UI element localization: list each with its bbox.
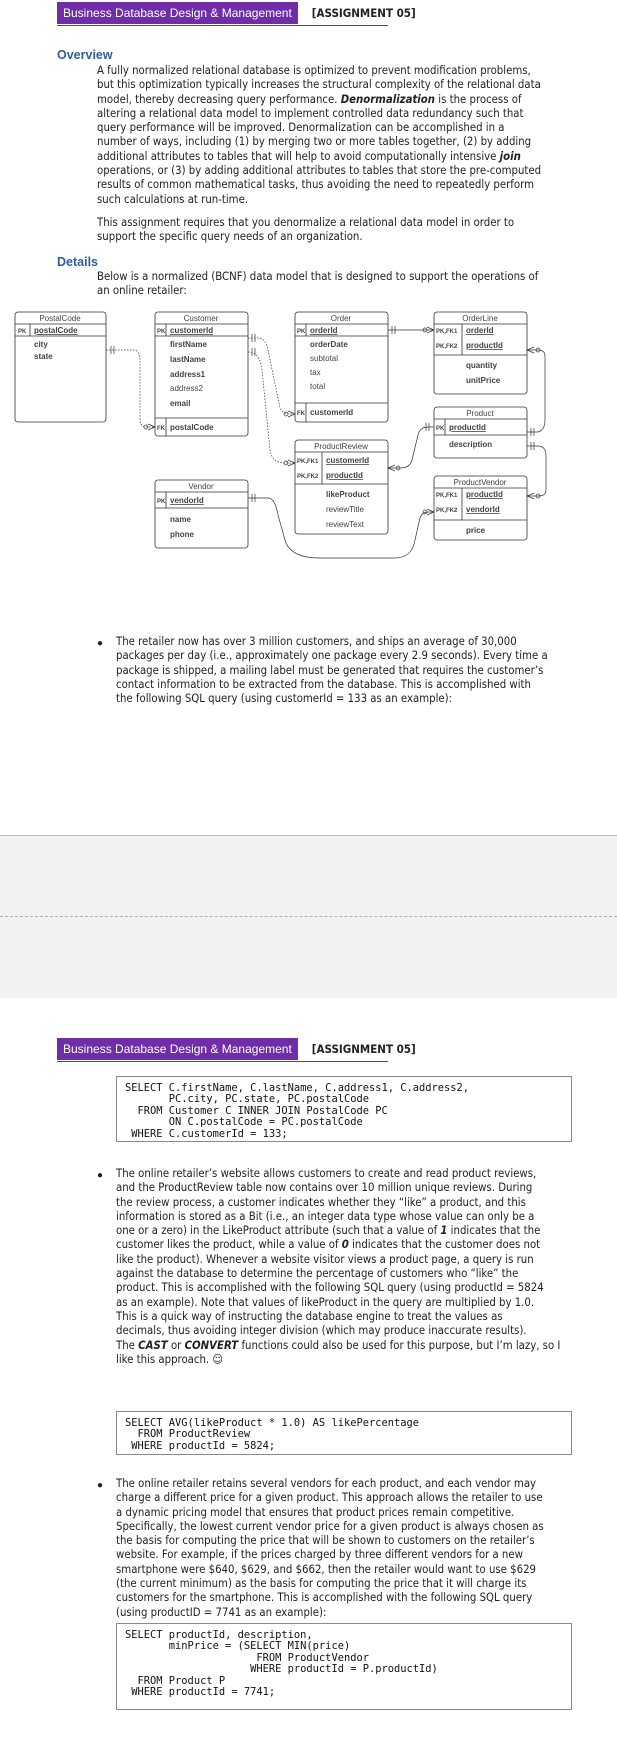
svg-text:productId: productId — [466, 341, 503, 350]
svg-text:customerId: customerId — [326, 456, 370, 465]
svg-text:orderId: orderId — [466, 326, 494, 335]
page-2 — [0, 998, 617, 1741]
svg-text:address1: address1 — [170, 370, 206, 379]
svg-text:customerId: customerId — [170, 326, 214, 335]
er-diagram — [0, 300, 617, 630]
svg-text:subtotal: subtotal — [310, 354, 339, 363]
svg-text:likeProduct: likeProduct — [326, 490, 370, 499]
svg-text:PK: PK — [157, 329, 166, 335]
assignment-label: [ASSIGNMENT 05] — [311, 1042, 416, 1056]
svg-text:productId: productId — [466, 490, 503, 499]
svg-text:reviewText: reviewText — [326, 520, 364, 529]
course-title: Business Database Design & Management — [57, 2, 298, 24]
page-1 — [0, 0, 617, 835]
svg-text:name: name — [170, 515, 191, 524]
bullet-2-text: The online retailer’s website allows customers to create and read product reviews, and the ProductReview table now contains over 10 million unique reviews. During the review process, a customer indicates whether they “like” a product, and this information is stored as a Bit (i.e., an integer data type whose value can only be a one or a zero) in the LikeProduct attribute (such that a value of 1 indicates that the customer likes the product, while a value of 0 indicates that the customer does not like the product). Whenever a website visitor views a product page, a query is run against the database to determine the percentage of customers who “like” the product. This is accomplished with the following SQL query (using productId = 5824 as an example). Note that values of likeProduct in the query are multiplied by 1.0. This is a quick way of instructing the database engine to treat the values as decimals, thus avoiding integer division (which may produce inaccurate results). The CAST or CONVERT functions could also be used for this purpose, but I’m lazy, so I like this approach. ☺ — [116, 1167, 561, 1366]
svg-text:vendorId: vendorId — [170, 496, 204, 505]
svg-text:reviewTitle: reviewTitle — [326, 505, 364, 514]
bullet-3-text: The online retailer retains several vendors for each product, and each vendor may charge a different price for a given product. This approach allows the retailer to use a dynamic pricing model that ensures that product prices remain competitive. Specifically, the lowest current vendor price for a given product is always chosen as the basis for computing the price that will be shown to customers on the retailer’s website. For example, if the prices charged by three different vendors for a new smartphone were $640, $629, and $662, then the retailer would want to use $629 (the current minimum) as the basis for computing the price that it will charge its customers for the smartphone. This is accomplished with the following SQL query (using productID = 7741 as an example): — [116, 1477, 544, 1619]
erd-product-title: Product — [466, 409, 494, 418]
erd-productreview-title: ProductReview — [314, 442, 368, 451]
overview-paragraph-2: This assignment requires that you denormalize a relational data model in order to support the specific query needs of an organization. — [97, 216, 515, 244]
svg-text:phone: phone — [170, 530, 194, 539]
erd-order-title: Order — [330, 314, 352, 323]
svg-text:email: email — [170, 399, 191, 408]
overview-paragraph-1: A fully normalized relational database is optimized to prevent modification problems, but this optimization typically increases the structural complexity of the relational data model, thereby decreasing query performance. Denormalization is the process of altering a relational data model to implement controlled data redundancy such that query performance will be improved. Denormalization can be accomplished in a number of ways, including (1) by merging two or more tables together, (2) by adding additional attributes to tables that will help to avoid computationally intensive join operations, or (3) by adding additional attributes to tables that store the pre-computed results of common mathematical tasks, thus avoiding the need to repeatedly perform such calculations at run-time. — [97, 64, 542, 206]
svg-text:firstName: firstName — [170, 340, 207, 349]
svg-text:orderDate: orderDate — [310, 340, 348, 349]
svg-text:lastName: lastName — [170, 355, 206, 364]
svg-text:PK: PK — [18, 329, 27, 335]
svg-text:postalCode: postalCode — [170, 423, 214, 432]
page-header — [57, 2, 416, 24]
svg-text:quantity: quantity — [466, 361, 498, 370]
bullet-marker: ● — [97, 1480, 104, 1491]
sql-query-1: SELECT C.firstName, C.lastName, C.address1, C.address2, PC.city, PC.state, PC.postalCode FROM Customer C INNER JOIN PostalCode PC ON C.postalCode = PC.postalCode WHERE C.customerId = 133; — [116, 1076, 572, 1142]
svg-text:FK: FK — [297, 411, 305, 417]
svg-text:PK: PK — [157, 499, 166, 505]
svg-text:FK: FK — [157, 426, 165, 432]
details-heading: Details — [57, 255, 98, 269]
sql-query-3: SELECT productId, description, minPrice = (SELECT MIN(price) FROM ProductVendor WHERE productId = P.productId) FROM Product P WHERE productId = 7741; — [116, 1623, 572, 1710]
svg-text:PK: PK — [436, 426, 445, 432]
erd-vendor-title: Vendor — [188, 482, 214, 491]
bullet-marker: ● — [97, 1170, 104, 1181]
svg-text:address2: address2 — [170, 384, 203, 393]
svg-text:tax: tax — [310, 368, 321, 377]
svg-text:orderId: orderId — [310, 326, 338, 335]
overview-heading: Overview — [57, 48, 113, 62]
details-intro: Below is a normalized (BCNF) data model that is designed to support the operations of an online retailer: — [97, 270, 539, 298]
course-title: Business Database Design & Management — [57, 1038, 298, 1060]
sql-query-2: SELECT AVG(likeProduct * 1.0) AS likePercentage FROM ProductReview WHERE productId = 5824; — [116, 1411, 572, 1455]
erd-productvendor-title: ProductVendor — [453, 478, 507, 487]
page-header — [57, 1038, 416, 1060]
svg-text:PK,FK1: PK,FK1 — [436, 493, 458, 499]
bullet-marker: ● — [97, 638, 104, 649]
svg-text:PK: PK — [297, 329, 306, 335]
svg-text:price: price — [466, 526, 486, 535]
svg-text:city: city — [34, 340, 48, 349]
svg-text:PK,FK1: PK,FK1 — [297, 459, 319, 465]
svg-text:productId: productId — [326, 471, 363, 480]
svg-text:vendorId: vendorId — [466, 505, 500, 514]
erd-orderline-title: OrderLine — [462, 314, 498, 323]
svg-text:postalCode: postalCode — [34, 326, 78, 335]
svg-text:PK,FK1: PK,FK1 — [436, 329, 458, 335]
page-break — [0, 835, 617, 1000]
svg-text:customerId: customerId — [310, 408, 354, 417]
svg-text:unitPrice: unitPrice — [466, 376, 501, 385]
svg-text:PK,FK2: PK,FK2 — [297, 474, 319, 480]
erd-postalcode-title: PostalCode — [39, 314, 81, 323]
erd-customer-title: Customer — [183, 314, 219, 323]
svg-text:productId: productId — [449, 423, 486, 432]
svg-text:state: state — [34, 352, 53, 361]
assignment-label: [ASSIGNMENT 05] — [311, 6, 416, 20]
svg-text:PK,FK2: PK,FK2 — [436, 508, 458, 514]
bullet-1-text: The retailer now has over 3 million customers, and ships an average of 30,000 packages per day (i.e., approximately one package every 2.9 seconds). Every time a package is shipped, a mailing label must be generated that requires the customer’s contact information to be extracted from the database. This is accomplished with the following SQL query (using customerId = 133 as an example): — [116, 635, 548, 706]
svg-text:PK,FK2: PK,FK2 — [436, 344, 458, 350]
svg-text:total: total — [310, 382, 326, 391]
svg-text:description: description — [449, 440, 493, 449]
